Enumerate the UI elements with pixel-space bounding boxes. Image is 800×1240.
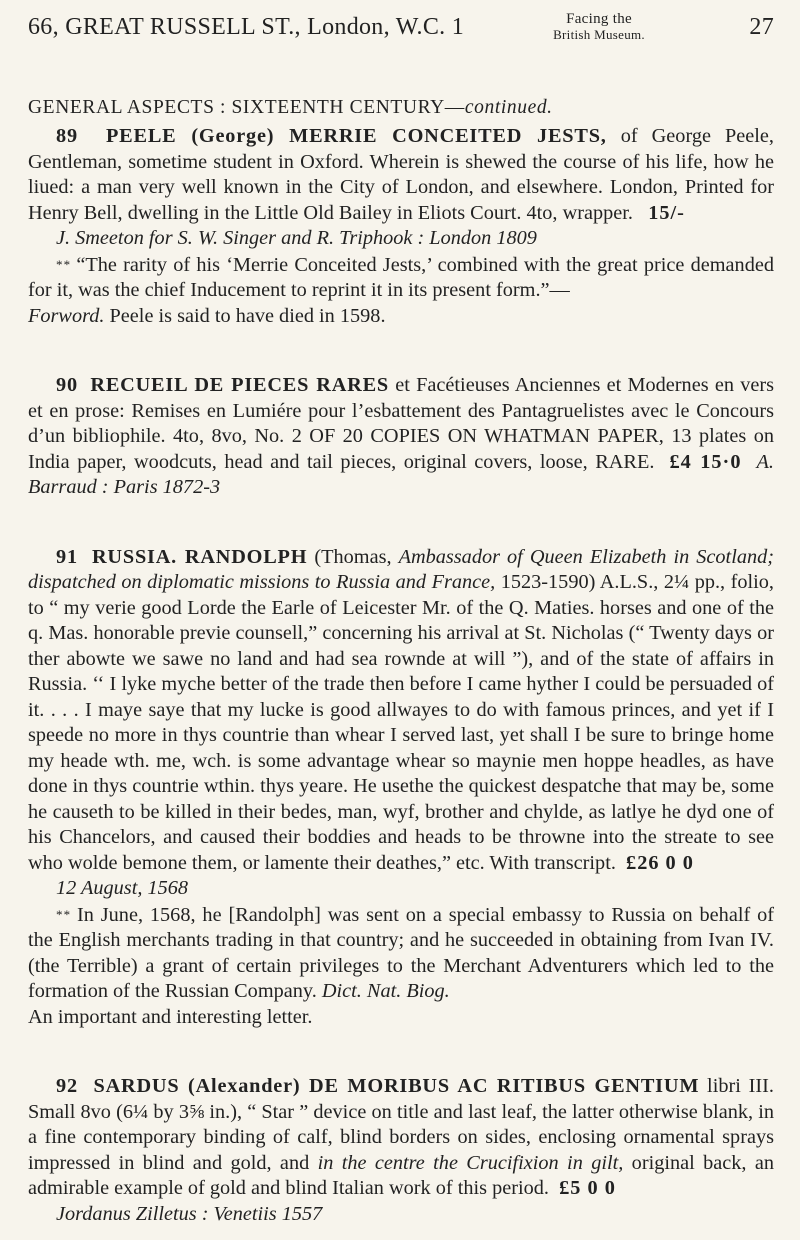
entry-price: £4 15·0 (669, 450, 742, 473)
entry-price: 15/- (648, 201, 685, 224)
section-title (28, 96, 774, 120)
entry-body (28, 1074, 774, 1227)
facing-line: Facing the (566, 11, 632, 27)
catalogue-entry-91 (28, 545, 774, 1031)
asterism-icon: * * (56, 906, 71, 922)
entry-body (28, 545, 774, 902)
catalogue-entry-90 (28, 373, 774, 501)
entry-price: £26 0 0 (626, 851, 694, 874)
entry-heading: SARDUS (Alexander) DE MORIBUS AC RITIBUS GENTIUM (93, 1075, 700, 1097)
entry-description: of George Peele, Gentleman, sometime student in Oxford. Wherein is shewed the course of his life, how he liued: a man very well known in the City of London, and elsewhere. London, Printed for Henry Bell, dwelling in the Little Old Bailey in Eliots Court. 4to, wrapper. (28, 125, 775, 224)
catalogue-entry-92 (28, 1074, 774, 1227)
asterism-icon: * * (56, 256, 71, 272)
lot-number: 92 (56, 1075, 78, 1097)
entry-date: 12 August, 1568 (56, 877, 189, 899)
entry-description: libri III. Small 8vo (6¼ by 3⅝ in.), “ Star ” device on title and last leaf, the latter otherwise blank, in a fine contemporary binding of calf, blind borders on sides, enclosing ornamental sprays impressed in blind and gold, and (28, 1075, 774, 1174)
page-number: 27 (749, 14, 774, 40)
note-tail: An important and interesting letter. (28, 1005, 313, 1028)
note-source: Dict. Nat. Biog. (321, 980, 450, 1002)
entry-imprint: Jordanus Zilletus : Venetiis 1557 (56, 1202, 323, 1225)
entry-heading: RUSSIA. RANDOLPH (91, 545, 308, 568)
running-header (28, 11, 774, 42)
section-title-continued: continued. (464, 97, 553, 118)
entry-imprint: A. Barraud : Paris 1872-3 (28, 450, 774, 498)
description-tail: original back, an admirable example of gold and blind Italian work of this period. (28, 1151, 774, 1199)
museum-line: British Museum. (553, 27, 645, 42)
entry-description: et Facétieuses Anciennes et Modernes en vers et en prose: Remises en Lumiére pour l’esbattement des Pantagruelistes avec le Concours d’un bibliophile. 4to, 8vo, No. 2 OF 20 COPIES ON WHATMAN PAPER, 13 plates on India paper, woodcuts, head and tail pieces, original covers, loose, RARE. (28, 374, 775, 473)
heading-paren: (Thomas, (307, 545, 399, 568)
entry-body (28, 124, 774, 252)
note-text: In June, 1568, he [Randolph] was sent on a special embassy to Russia on behalf of the English merchants trading in that country; and he succeeded in obtaining from Ivan IV. (the Terrible) a grant of certain privileges to the Merchant Adventurers which led to the formation of the Russian Company. (28, 903, 774, 1002)
lot-number: 91 (56, 545, 78, 568)
entry-description: 1523-1590) A.L.S., 2¼ pp., folio, to “ my verie good Lorde the Earle of Leicester Mr. of the Q. Maties. horses and one of the q. Mas. honorable previe counsell,” concerning his arrival at St. Nicholas (“ Twenty days or ther abowte we sawe no land and had sea rownde at will ”), and of the state of affairs in Russia. ‘‘ I lyke myche better of the trade then before I came hyther I could be persuaded of it. . . . I maye saye that my lucke is good allwayes to do with famous princes, and yet if I speede no more in thys countrie than whear I served last, yet shall I be sure to bringe home my heade wth. me, wch. is some advantage whear so maynie men hoppe headles, as have done in thys countrie wthin. thys yeare. He usethe the quickest despatche that may be, some he causeth to be killed in their bedes, man, wyf, brother and chylde, as latlye he dyd one of his Chancelors, and caused their boddies and heads to be throwne into the streate to see who wolde bemone them, or lamente their deathes,” etc. With transcript. (28, 571, 774, 874)
lot-number: 90 (56, 374, 78, 396)
entry-body (28, 373, 774, 501)
note-source: Forword. (28, 304, 105, 327)
entry-heading: RECUEIL DE PIECES RARES (90, 374, 390, 396)
entry-heading: PEELE (George) MERRIE CONCEITED JESTS, (105, 125, 607, 147)
location-note (464, 12, 734, 42)
entry-price: £5 0 0 (559, 1177, 616, 1199)
entry-note (28, 252, 774, 330)
heading-italic: Ambassador of Queen Elizabeth in Scotland; dispatched on diplomatic missions to Russia and France, (28, 545, 775, 593)
publisher-address: 66, GREAT RUSSELL ST., London, W.C. 1 (28, 14, 465, 40)
description-italic: in the centre the Crucifixion in gilt, (317, 1151, 624, 1174)
note-text: “The rarity of his ‘Merrie Conceited Jests,’ combined with the great price demanded for it, was the chief Inducement to reprint it in its present form.”— (28, 253, 774, 301)
catalogue-entry-89 (28, 124, 774, 329)
note-tail: Peele is said to have died in 1598. (104, 304, 386, 327)
entry-note (28, 902, 774, 1031)
entry-imprint: J. Smeeton for S. W. Singer and R. Triphook : London 1809 (56, 227, 537, 249)
lot-number: 89 (56, 125, 78, 147)
section-title-main: GENERAL ASPECTS : SIXTEENTH CENTURY— (28, 97, 465, 118)
